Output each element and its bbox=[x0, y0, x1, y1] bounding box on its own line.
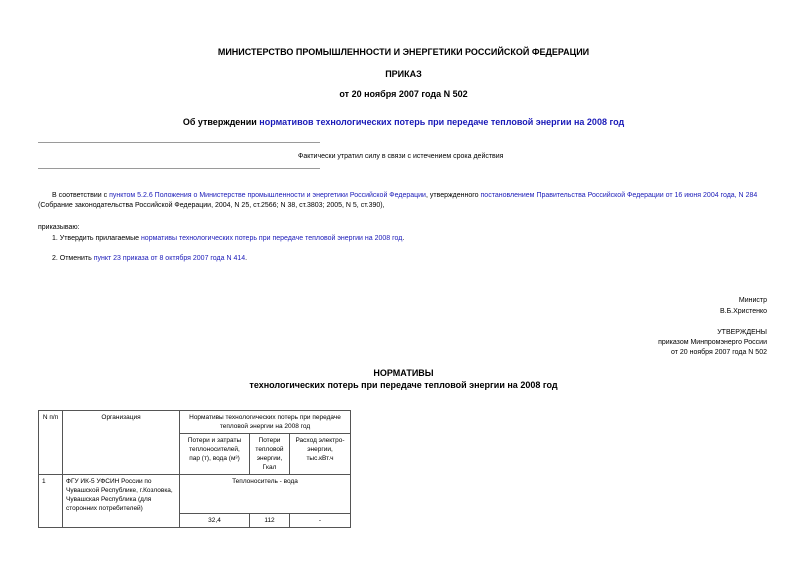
norms-title: НОРМАТИВЫ bbox=[373, 368, 434, 378]
signature-role: Министр bbox=[738, 297, 767, 304]
norms-table bbox=[38, 410, 351, 528]
signature-name: В.Б.Христенко bbox=[719, 308, 767, 315]
item-1-suffix: . bbox=[402, 235, 405, 242]
item-1-prefix: 1. Утвердить прилагаемые bbox=[52, 235, 141, 242]
row-num: 1 bbox=[39, 475, 63, 528]
col-header-org: Организация bbox=[63, 411, 180, 475]
item-2-suffix: . bbox=[245, 255, 248, 262]
subheader-losses-carriers: Потери и затраты теплоносителей, пар (т), вода (м³) bbox=[180, 434, 250, 475]
approval-line-3: от 20 ноября 2007 года N 502 bbox=[671, 349, 767, 356]
subheader-heat-losses: Потери тепловой энергии, Гкал bbox=[250, 434, 290, 475]
preamble-link-decree-number[interactable]: 284 bbox=[745, 192, 758, 199]
value-electricity: - bbox=[290, 514, 351, 528]
order-word: приказываю: bbox=[38, 224, 80, 231]
doc-type-heading: ПРИКАЗ bbox=[385, 69, 422, 79]
preamble-text-3: (Собрание законодательства Российской Федерации, 2004, N 25, ст.2566; N 38, ст.3803; 2005, N 5, ст.390), bbox=[38, 202, 385, 209]
preamble-paragraph bbox=[38, 191, 773, 211]
item-2-prefix: 2. Отменить bbox=[52, 255, 94, 262]
divider-top bbox=[38, 142, 320, 143]
item-1-link[interactable]: нормативы технологических потерь при передаче тепловой энергии на 2008 год bbox=[140, 235, 403, 242]
approval-line-2: приказом Минпромэнерго России bbox=[658, 339, 767, 346]
value-heat-losses: 112 bbox=[250, 514, 290, 528]
status-note: Фактически утратил силу в связи с истечением срока действия bbox=[298, 153, 504, 160]
col-header-num: N п/п bbox=[39, 411, 63, 475]
preamble-text-2: , утвержденного bbox=[425, 192, 481, 199]
table-row bbox=[39, 475, 351, 514]
title-link[interactable]: нормативов технологических потерь при передаче тепловой энергии на 2008 год bbox=[259, 117, 625, 127]
value-carrier-losses: 32,4 bbox=[180, 514, 250, 528]
col-header-norms: Нормативы технологических потерь при передаче тепловой энергии на 2008 год bbox=[180, 411, 351, 434]
item-2 bbox=[52, 254, 247, 264]
item-1 bbox=[52, 234, 404, 244]
row-org: ФГУ ИК-5 УФСИН России по Чувашской Республике, г.Козловка, Чувашская Республика (для сторонних потребителей) bbox=[63, 475, 180, 528]
row-carrier: Теплоноситель - вода bbox=[180, 475, 351, 514]
divider-bottom bbox=[38, 168, 320, 169]
preamble-text-1: В соответствии с bbox=[52, 192, 110, 199]
item-2-link[interactable]: пункт 23 приказа от 8 октября 2007 года N 414 bbox=[93, 255, 246, 262]
ministry-heading: МИНИСТЕРСТВО ПРОМЫШЛЕННОСТИ И ЭНЕРГЕТИКИ РОССИЙСКОЙ ФЕДЕРАЦИИ bbox=[217, 47, 590, 57]
norms-subtitle: технологических потерь при передаче тепловой энергии на 2008 год bbox=[249, 380, 558, 390]
approval-line-1: УТВЕРЖДЕНЫ bbox=[717, 329, 767, 336]
date-number: от 20 ноября 2007 года N 502 bbox=[339, 89, 468, 99]
preamble-link-regulation[interactable]: пунктом 5.2.6 Положения о Министерстве промышленности и энергетики Российской Федерации bbox=[109, 192, 426, 199]
preamble-link-decree[interactable]: постановлением Правительства Российской Федерации от 16 июня 2004 года, N bbox=[480, 192, 744, 199]
title-prefix: Об утверждении bbox=[182, 117, 260, 127]
subheader-electricity: Расход электро-энергии, тыс.кВт.ч bbox=[290, 434, 351, 475]
document-title bbox=[0, 117, 807, 127]
